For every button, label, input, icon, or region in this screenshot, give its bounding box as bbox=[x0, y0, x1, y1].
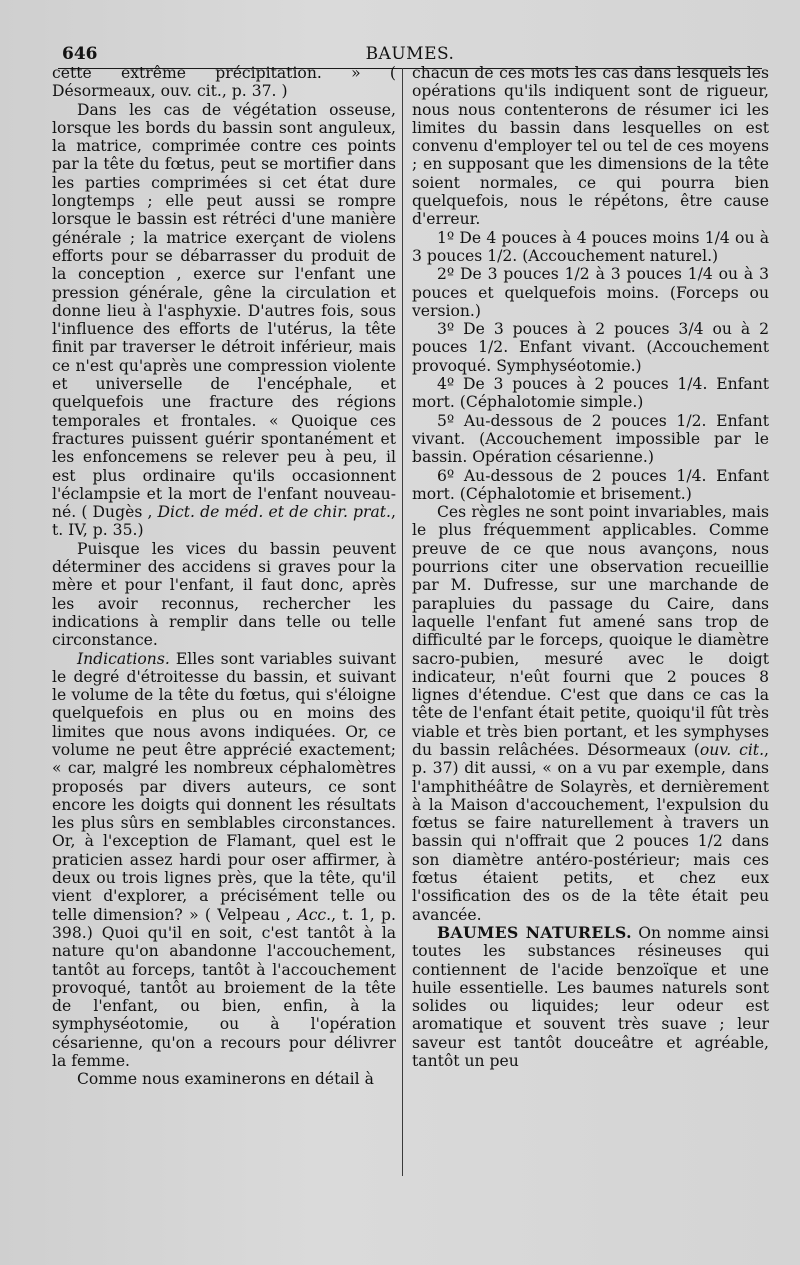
paragraph-text: , t. IV, p. 35.) bbox=[52, 503, 396, 540]
paragraph bbox=[412, 924, 769, 1070]
running-head: BAUMES. bbox=[365, 44, 455, 64]
list-item: 2º De 3 pouces 1/2 à 3 pouces 1/4 ou à 3 pouces et quelquefois moins. (Forceps ou version.) bbox=[412, 265, 769, 320]
paragraph: Puisque les vices du bassin peuvent déterminer des accidens si graves pour la mère et pour l'enfant, il faut donc, après les avoir reconnus, rechercher les indications à remplir dans telle ou telle circonstance. bbox=[52, 539, 396, 650]
paragraph-text: , p. 37) dit aussi, « on a vu par exemple, dans l'amphithéâtre de Solayrès, et dernièrement à la Maison d'accouchement, l'expulsion du fœtus se faire naturellement à travers un bassin qui n'offrait que 2 pouces 1/2 dans son diamètre antéro-postérieur; mais ces fœtus étaient petits, et chez eux l'ossification des os de la tête était peu avancée. bbox=[412, 740, 770, 924]
citation: Dict. de méd. et de chir. prat. bbox=[157, 503, 392, 522]
paragraph: Comme nous examinerons en détail à bbox=[76, 1070, 374, 1089]
paragraph bbox=[52, 650, 396, 1071]
paragraph-text: On nomme ainsi toutes les substances résineuses qui contiennent de l'acide benzoïque et une huile essentielle. Les baumes naturels sont solides ou liquides; leur odeur est aromatique et souvent très suave ; leur saveur est tantôt douceâtre et agréable, tantôt un peu bbox=[412, 923, 770, 1071]
left-column bbox=[52, 64, 396, 1089]
list-item: 3º De 3 pouces à 2 pouces 3/4 ou à 2 pouces 1/2. Enfant vivant. (Accouchement provoqué. Symphyséotomie.) bbox=[412, 320, 769, 375]
paragraph-text: Ces règles ne sont point invariables, mais le plus fréquemment applicables. Comme preuve de ce que nous avançons, nous pourrions citer une observation recueillie par M. Dufresse, sur une marchande de parapluies du passage du Caire, dans laquelle l'enfant fut amené sans trop de difficulté par le forceps, quoique le diamètre sacro-pubien, mesuré avec le doigt indicateur, n'eût fourni que 2 pouces 8 lignes d'étendue. C'est que dans ce cas la tête de l'enfant était petite, quoiqu'il fût très viable et très bien portant, et les symphyses du bassin relâchées. Désormeaux ( bbox=[412, 503, 769, 759]
citation: Acc. bbox=[297, 905, 332, 924]
paragraph: cette extrême précipitation. » ( Désormeaux, ouv. cit., p. 37. ) bbox=[52, 64, 396, 101]
paragraph bbox=[52, 101, 396, 540]
list-item: 1º De 4 pouces à 4 pouces moins 1/4 ou à 3 pouces 1/2. (Accouchement naturel.) bbox=[412, 228, 769, 265]
list-item: 4º De 3 pouces à 2 pouces 1/4. Enfant mort. (Céphalotomie simple.) bbox=[412, 375, 769, 412]
citation: ouv. cit. bbox=[699, 740, 765, 759]
right-column bbox=[412, 64, 769, 1070]
list-item: 6º Au-dessous de 2 pouces 1/4. Enfant mort. (Céphalotomie et brisement.) bbox=[412, 466, 769, 503]
paragraph-text: Dans les cas de végétation osseuse, lorsque les bords du bassin sont anguleux, la matrice, comprimée contre ces points par la tête du fœtus, peut se mortifier dans les parties comprimées si cet état dure longtemps ; elle peut aussi se rompre lorsque le bassin est rétréci d'une manière générale ; la matrice exerçant de violens efforts pour se débarrasser du produit de la conception , exerce sur l'enfant une pression générale, gêne la circulation et donne lieu à l'asphyxie. D'autres fois, sous l'influence des efforts de l'utérus, la tête finit par traverser le détroit inférieur, mais ce n'est qu'après une compression violente et universelle de l'encéphale, et quelquefois une fracture des régions temporales et frontales. « Quoique ces fractures puissent guérir spontanément et les enfoncemens se relever peu à peu, il est plus ordinaire qu'ils occasionnent l'éclampsie et la mort de l'enfant nouveau-né. ( Dugès , bbox=[52, 100, 396, 522]
section-lead: Indications. bbox=[76, 649, 170, 668]
entry-heading: BAUMES NATURELS. bbox=[436, 922, 632, 942]
column-divider bbox=[402, 68, 403, 1176]
list-item: 5º Au-dessous de 2 pouces 1/2. Enfant vivant. (Accouchement impossible par le bassin. Opération césarienne.) bbox=[412, 411, 769, 467]
paragraph: chacun de ces mots les cas dans lesquels les opérations qu'ils indiquent sont de rigueur, nous nous contenterons de résumer ici les limites du bassin dans lesquelles on est convenu d'employer tel ou tel de ces moyens ; en supposant que les dimensions de la tête soient normales, ce qui pourra bien quelquefois, nous le répétons, être cause d'erreur. bbox=[412, 64, 769, 229]
paragraph-text: Elles sont variables suivant le degré d'étroitesse du bassin, et suivant le volume de la tête du fœtus, qui s'éloigne quelquefois en plus ou en moins des limites que nous avons indiquées. Or, ce volume ne peut être apprécié exactement; « car, malgré les nombreux céphalomètres proposés par divers auteurs, ce sont encore les doigts qui donnent les résultats les plus sûrs en semblables circonstances. Or, à l'exception de Flamant, quel est le praticien assez hardi pour oser affirmer, à deux ou trois lignes près, que la tête, qu'il vient d'explorer, a précisément telle ou telle dimension? » ( Velpeau , bbox=[52, 649, 396, 924]
paragraph-text: , t. 1, p. 398.) Quoi qu'il en soit, c'est tantôt à la nature qu'on abandonne l'accouchement, tantôt au forceps, tantôt à l'accouchement provoqué, tantôt au broiement de la tête de l'enfant, ou bien, enfin, à la symphyséotomie, ou à l'opération césarienne, qu'on a recours pour délivrer la femme. bbox=[52, 905, 396, 1071]
paragraph bbox=[412, 503, 769, 924]
page-number: 646 bbox=[62, 44, 98, 64]
